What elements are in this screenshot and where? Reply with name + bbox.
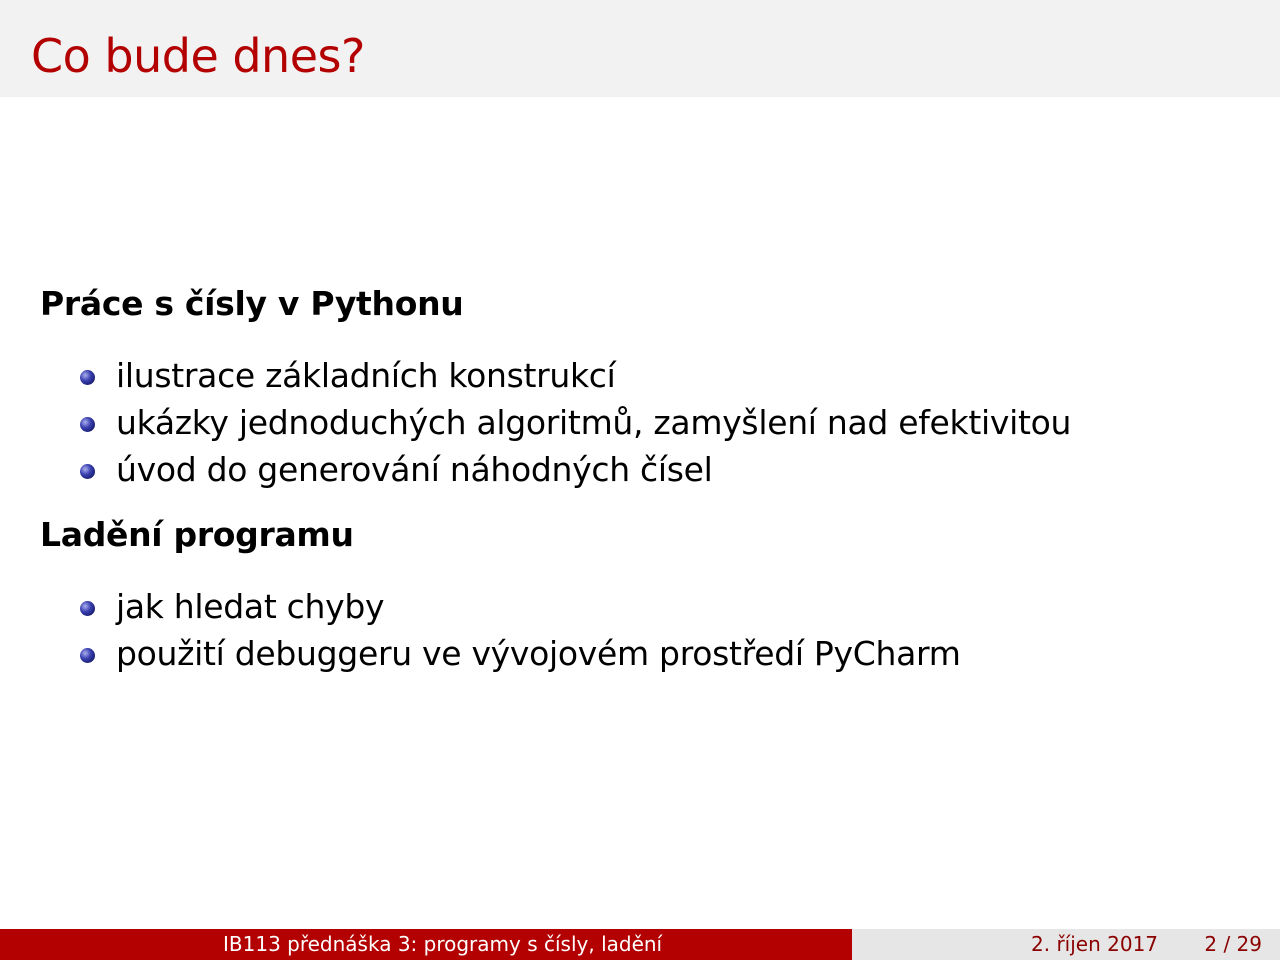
slide-content bbox=[40, 282, 1240, 677]
list-item-text: jak hledat chyby bbox=[116, 587, 385, 626]
list-item-text: ukázky jednoduchých algoritmů, zamyšlení nad efektivitou bbox=[116, 403, 1072, 442]
list-item bbox=[40, 352, 1240, 399]
list-item bbox=[40, 399, 1240, 446]
list-item-text: ilustrace základních konstrukcí bbox=[116, 356, 616, 395]
list-item-text: úvod do generování náhodných čísel bbox=[116, 450, 713, 489]
bullet-icon bbox=[80, 648, 95, 663]
section-heading: Práce s čísly v Pythonu bbox=[40, 284, 464, 323]
bullet-icon bbox=[80, 370, 95, 385]
list-item bbox=[40, 630, 1240, 677]
footer-date: 2. říjen 2017 bbox=[1031, 932, 1159, 956]
list-item bbox=[40, 446, 1240, 493]
footer-course bbox=[0, 929, 852, 960]
bullet-list bbox=[40, 583, 1240, 677]
bullet-icon bbox=[80, 417, 95, 432]
slide-title: Co bude dnes? bbox=[31, 29, 365, 83]
list-item bbox=[40, 583, 1240, 630]
bullet-icon bbox=[80, 601, 95, 616]
footer-course-text: IB113 přednáška 3: programy s čísly, ladění bbox=[223, 932, 663, 956]
page-number: 2 / 29 bbox=[1204, 932, 1262, 956]
footer bbox=[0, 929, 1280, 960]
section-heading: Ladění programu bbox=[40, 515, 354, 554]
section-python-numbers bbox=[40, 282, 1240, 493]
bullet-icon bbox=[80, 464, 95, 479]
section-debugging bbox=[40, 513, 1240, 677]
bullet-list bbox=[40, 352, 1240, 493]
footer-info bbox=[852, 929, 1280, 960]
list-item-text: použití debuggeru ve vývojovém prostředí PyCharm bbox=[116, 634, 961, 673]
title-bar bbox=[0, 0, 1280, 97]
